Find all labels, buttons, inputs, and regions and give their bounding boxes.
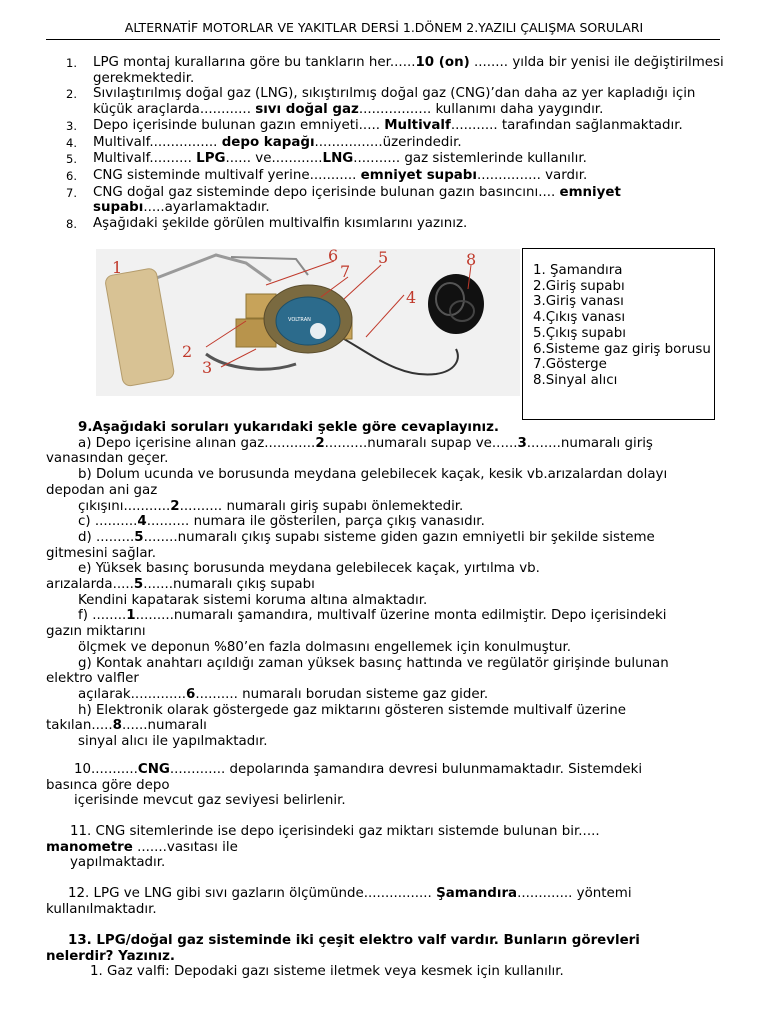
answer: depo kapağı — [221, 134, 315, 150]
question-9-title: 9.Aşağıdaki soruları yukarıdaki şekle göre cevaplayınız. — [78, 420, 500, 435]
question-9b: b) Dolum ucunda ve borusunda meydana gelebilecek kaçak, kesik vb.arızalardan dolayı — [78, 467, 668, 483]
question-7: 7. CNG doğal gaz sisteminde depo içerisinde bulunan gazın basıncını.... emniyet supabı.....ayarlamaktadır. — [66, 184, 621, 216]
answer: Multivalf — [384, 117, 451, 133]
question-9f: f) ........1.........numaralı şamandıra, multivalf üzerine monta edilmiştir. Depo içerisindeki — [78, 608, 667, 624]
multivalve-illustration — [96, 249, 520, 396]
question-number: 6. — [66, 168, 77, 183]
question-9g: g) Kontak anahtarı açıldığı zaman yüksek basınç hattında ve regülatör girişinde bulunan — [78, 655, 669, 671]
page-header: ALTERNATİF MOTORLAR VE YAKITLAR DERSİ 1.DÖNEM 2.YAZILI ÇALIŞMA SORULARI — [124, 20, 644, 35]
legend-item: 8.Sinyal alıcı — [533, 372, 618, 388]
figure-legend — [522, 248, 715, 420]
question-number: 8. — [66, 217, 77, 232]
legend-item: 3.Giriş vanası — [533, 294, 624, 310]
question-number: 1. — [66, 56, 77, 70]
answer: LPG — [196, 151, 226, 167]
question-number: 7. — [66, 185, 77, 200]
question-1: 1. LPG montaj kurallarına göre bu tankların her......10 (on) ........ yılda bir yenisi ile değiştirilmesi gerekmektedir. — [66, 55, 724, 86]
callout-4: 4 — [406, 288, 417, 307]
header-rule — [46, 39, 720, 40]
callout-1: 1 — [112, 258, 123, 277]
question-number: 5. — [66, 152, 77, 167]
question-9e: e) Yüksek basınç borusunda meydana gelebilecek kaçak, yırtılma vb. — [78, 561, 540, 577]
brand-label: VOLTRAN — [288, 317, 311, 323]
question-9c: c) ..........4.......... numara ile gösterilen, parça çıkış vanasıdır. — [78, 514, 485, 530]
question-13-answer-1: 1. Gaz valfi: Depodaki gazı sisteme iletmek veya kesmek için kullanılır. — [90, 964, 564, 980]
question-5: 5. Multivalf.......... LPG...... ve............LNG........... gaz sistemlerinde kullanılır. — [66, 151, 587, 167]
question-12: 12. LPG ve LNG gibi sıvı gazların ölçümünde................ Şamandıra............. yöntemi kullanılmaktadır. — [46, 886, 632, 917]
question-10: 10...........CNG............. depolarında şamandıra devresi bulunmamaktadır. Sistemdeki basınca göre depo içerisinde mevcut gaz seviyesi belirlenir. — [46, 762, 643, 809]
callout-6: 6 — [328, 249, 339, 265]
question-11: 11. CNG sitemlerinde ise depo içerisindeki gaz miktarı sistemde bulunan bir..... manometre .......vasıtası ile yapılmaktadır. — [46, 824, 600, 871]
legend-item: 1. Şamandıra — [533, 263, 623, 278]
question-13: 13. LPG/doğal gaz sisteminde iki çeşit elektro valf vardır. Bunların görevleri nelerdir? Yazınız. 1. Gaz valfi: Depodaki gazı sisteme iletmek veya kesmek için kullanılır. — [46, 933, 722, 980]
answer: emniyet supabı — [360, 167, 477, 183]
callout-8: 8 — [466, 250, 477, 269]
question-9: 9.Aşağıdaki soruları yukarıdaki şekle göre cevaplayınız. a) Depo içerisine alınan gaz............2..........numaralı supap ve......3........numaralı giriş vanasından geçer. b) Dolum ucunda ve borusunda meydana gelebilecek kaçak, kesik vb.arızalardan dolayı depodan ani gaz çıkışını...........2.......... numaralı giriş supabı önlemektedir. c) ..........4.......... numara ile gösterilen, parça çıkış vanasıdır. d) .........5........numaralı çıkış supabı sisteme giden gazın emniyetli bir şekilde sisteme gitmesini sağlar. e) Yüksek basınç borusunda meydana gelebilecek kaçak, yırtılma vb. arızalarda.....5.......numaralı çıkış supabı Kendini kapatarak sistemi koruma altına almaktadır. f) ........1.........numaralı şamandıra, multivalf üzerine monta edilmiştir. Depo içerisindeki gazın miktarını ölçmek ve deponun %80’en fazla dolmasını engellemek için konulmuştur. g) Kontak anahtarı açıldığı zaman yüksek basınç hattında ve regülatör girişinde bulunan elektro valfler açılarak.............6.......... numaralı borudan sisteme gaz gider. h) Elektronik olarak göstergede gaz miktarını gösteren sistemde multivalf üzerine takılan.....8......numaralı sinyal alıcı ile yapılmaktadır. — [46, 420, 722, 750]
callout-3: 3 — [202, 358, 213, 377]
question-number: 2. — [66, 87, 77, 102]
question-6: 6. CNG sisteminde multivalf yerine........... emniyet supabı............... vardır. — [66, 167, 588, 183]
answer: LNG — [322, 151, 354, 167]
answer: sıvı doğal gaz — [255, 102, 359, 118]
answer: 10 (on) — [415, 55, 470, 70]
question-list-1-8 — [66, 55, 726, 233]
question-4: 4. Multivalf................ depo kapağı................üzerindedir. — [66, 134, 462, 150]
legend-item: 7.Gösterge — [533, 357, 607, 373]
question-9a: a) Depo içerisine alınan gaz............2..........numaralı supap ve......3........numaralı giriş — [78, 435, 653, 451]
question-3: 3. Depo içerisinde bulunan gazın emniyeti..... Multivalf........... tarafından sağlanmaktadır. — [66, 117, 683, 133]
answer: emniyet supabı — [93, 184, 621, 216]
question-2: 2. Sıvılaştırılmış doğal gaz (LNG), sıkıştırılmış doğal gaz (CNG)’dan daha az yer kapladığı için küçük araçlarda............ sıvı doğal gaz................. kullanımı daha yaygındır. — [66, 86, 696, 118]
callout-7: 7 — [340, 262, 351, 281]
question-9h: h) Elektronik olarak göstergede gaz miktarını gösteren sistemde multivalf üzerine — [78, 702, 626, 718]
question-8: 8. Aşağıdaki şekilde görülen multivalfin kısımlarını yazınız. — [66, 216, 468, 232]
callout-2: 2 — [182, 342, 193, 361]
legend-item: 5.Çıkış supabı — [533, 325, 626, 341]
callout-5: 5 — [378, 249, 389, 267]
multivalve-figure — [96, 249, 520, 396]
legend-item: 6.Sisteme gaz giriş borusu — [533, 341, 711, 357]
question-number: 3. — [66, 118, 77, 133]
legend-item: 2.Giriş supabı — [533, 278, 625, 294]
legend-item: 4.Çıkış vanası — [533, 310, 626, 326]
question-number: 4. — [66, 135, 77, 150]
question-9d: d) .........5........numaralı çıkış supabı sisteme giden gazın emniyetli bir şekilde sisteme — [78, 529, 655, 545]
